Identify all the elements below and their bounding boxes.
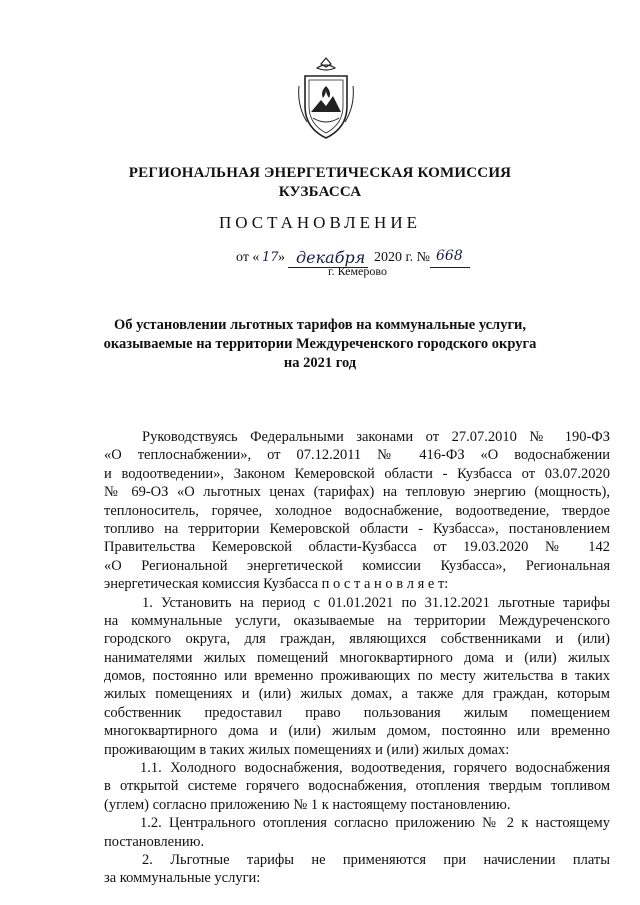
subject-line1: Об установлении льготных тарифов на коммунальные услуги, [113, 317, 527, 333]
date-year: 2020 г. № [374, 250, 431, 265]
date-day: 17 [262, 250, 279, 265]
body-line: энергетическая комиссия Кузбасса п о с т а н о в л я е т: [104, 576, 449, 593]
org-name-line1: РЕГИОНАЛЬНАЯ ЭНЕРГЕТИЧЕСКАЯ КОМИССИЯ [128, 165, 512, 181]
body-line: городского округа, для граждан, являющихся собственниками и (или) [104, 631, 610, 648]
body-line: постановлению. [104, 833, 205, 850]
org-name-line2: КУЗБАССА [278, 184, 362, 200]
document-body [104, 428, 610, 888]
body-line: на коммунальные услуги, оказываемые на территории Междуреченского [104, 612, 610, 629]
city: г. Кемерово [328, 264, 387, 278]
kuzbass-coat-of-arms-icon [297, 56, 355, 142]
subject-line3: на 2021 год [283, 355, 357, 371]
document-type: ПОСТАНОВЛЕНИЕ [218, 213, 421, 232]
body-line: 1. Установить на период с 01.01.2021 по 31.12.2021 льготные тарифы [142, 594, 610, 611]
body-line: в открытой системе горячего водоснабжения, отопления твердым топливом [104, 778, 610, 795]
subject-line2: оказываемые на территории Междуреченского городского округа [103, 336, 537, 352]
body-line: жилых помещениях и (или) жилых домах, а также для граждан, которым [104, 686, 610, 703]
body-line: 2. Льготные тарифы не применяются при начислении платы [142, 851, 610, 868]
body-line: 1.1. Холодного водоснабжения, водоотведения, горячего водоснабжения [140, 760, 610, 777]
body-line: нанимателями жилых помещений многоквартирного дома и (или) жилых [104, 649, 610, 666]
date-day-close: » [278, 250, 285, 265]
body-line: и водоотведении», Законом Кемеровской области - Кузбасса от 03.07.2020 [104, 465, 610, 482]
body-line: «О Региональной энергетической комиссии Кузбасса», Региональная [104, 557, 610, 574]
doc-number: 668 [436, 248, 463, 264]
body-line: за коммунальные услуги: [104, 870, 261, 887]
body-line: проживающим в таких жилых помещениях и (или) жилых домах: [104, 741, 510, 758]
date-prefix: от « [236, 250, 260, 265]
body-line: собственник предоставил право пользования жилым помещением [104, 704, 610, 721]
body-line: 1.2. Центрального отопления согласно приложению № 2 к настоящему [140, 815, 610, 832]
body-line: «О теплоснабжении», от 07.12.2011 № 416-ФЗ «О водоснабжении [104, 447, 610, 464]
body-line: Правительства Кемеровской области-Кузбасса от 19.03.2020 № 142 [104, 539, 610, 556]
body-line: (углем) согласно приложению № 1 к настоящему постановлению. [104, 796, 511, 813]
body-line: многоквартирного дома и (или) жилым домом, постоянно или временно [104, 723, 610, 740]
body-line: теплоноситель, горячее, холодное водоснабжение, водоотведение, твердое [104, 502, 610, 519]
date-month: декабря [296, 248, 366, 267]
body-line: домов, постоянно или временно проживающих по месту жительства в таких [104, 668, 610, 685]
number-underline [430, 267, 470, 268]
body-line: № 69-ОЗ «О льготных ценах (тарифах) на тепловую энергию (мощность), [104, 484, 610, 501]
date-line [0, 250, 640, 274]
body-line: топливо на территории Кемеровской области - Кузбасса», постановлением [104, 520, 610, 537]
body-line: Руководствуясь Федеральными законами от 27.07.2010 № 190-ФЗ [142, 429, 610, 445]
